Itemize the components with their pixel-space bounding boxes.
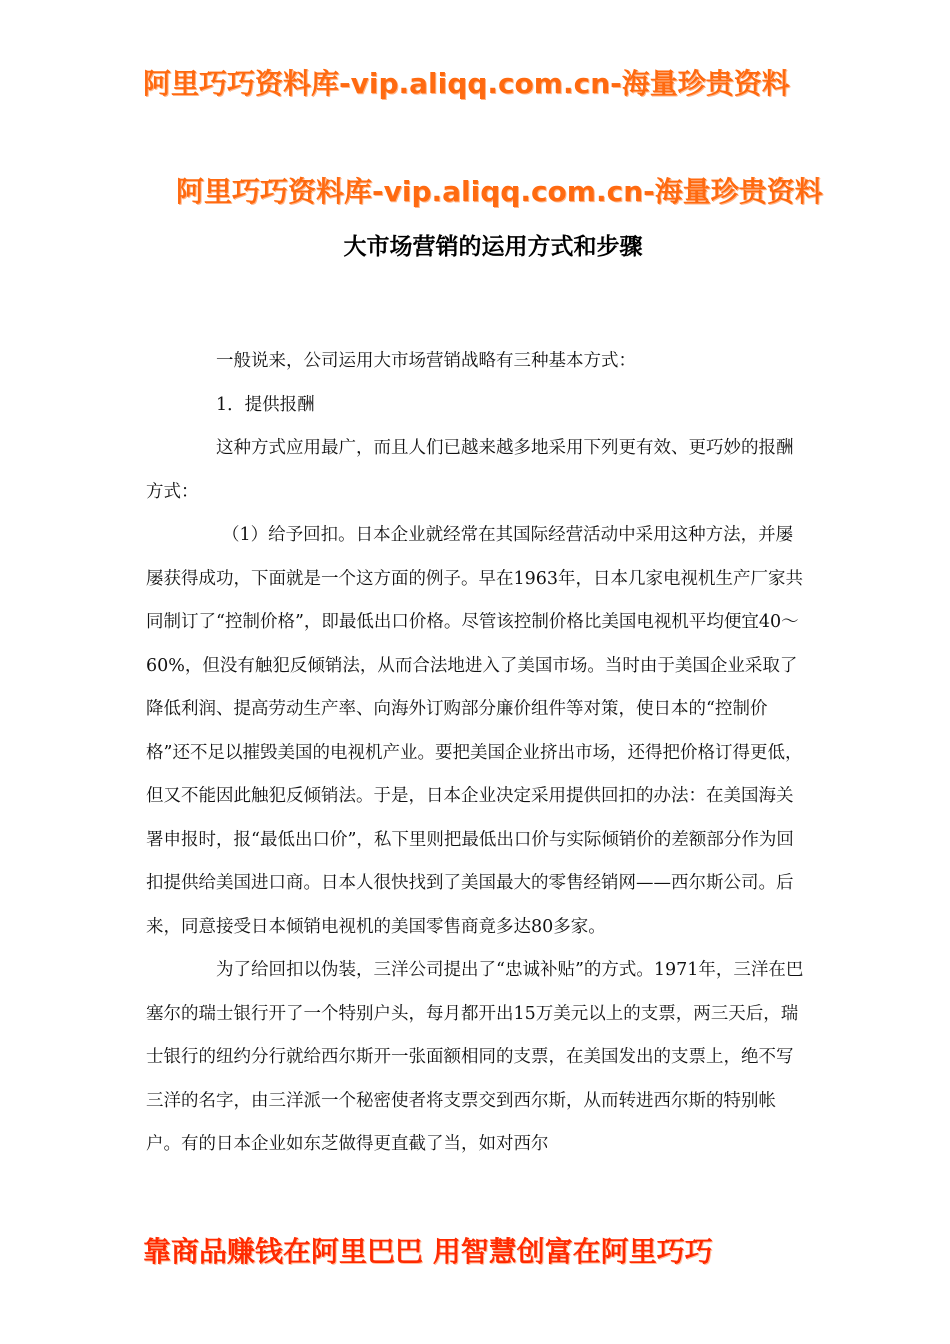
document-title: 大市场营销的运用方式和步骤 xyxy=(343,234,643,260)
watermark-banner-second: 阿里巧巧资料库-vip.aliqq.com.cn-海量珍贵资料 xyxy=(176,175,823,208)
paragraph-loyalty-subsidy: 为了给回扣以伪装，三洋公司提出了“忠诚补贴”的方式。1971年，三洋在巴塞尔的瑞士银行开了一个特别户头，每月都开出15万美元以上的支票，两三天后，瑞士银行的纽约分行就给西尔斯开一张面额相同的支票，在美国发出的支票上，绝不写三洋的名字，由三洋派一个秘密使者将支票交到西尔斯，从而转进西尔斯的特别帐户。有的日本企业如东芝做得更直截了当，如对西尔 xyxy=(146,960,804,1154)
paragraph-heading-reward: 1．提供报酬 xyxy=(216,394,315,415)
paragraph-intro: 一般说来，公司运用大市场营销战略有三种基本方式： xyxy=(216,351,636,371)
watermark-banner-top: 阿里巧巧资料库-vip.aliqq.com.cn-海量珍贵资料 xyxy=(143,67,790,100)
paragraph-rebate: （1）给予回扣。日本企业就经常在其国际经营活动中采用这种方法，并屡屡获得成功，下面就是一个这方面的例子。早在1963年，日本几家电视机生产厂家共同制订了“控制价格”，即最低出口价格。尽管该控制价格比美国电视机平均便宜40～60%，但没有触犯反倾销法，从而合法地进入了美国市场。当时由于美国企业采取了降低利润、提高劳动生产率、向海外订购部分廉价组件等对策，使日本的“控制价格”还不足以摧毁美国的电视机产业。要把美国企业挤出市场，还得把价格订得更低，但又不能因此触犯反倾销法。于是，日本企业决定采用提供回扣的办法：在美国海关署申报时，报“最低出口价”，私下里则把最低出口价与实际倾销价的差额部分作为回扣提供给美国进口商。日本人很快找到了美国最大的零售经销网——西尔斯公司。后来，同意接受日本倾销电视机的美国零售商竟多达80多家。 xyxy=(146,525,804,937)
paragraph-reward-methods: 这种方式应用最广，而且人们已越来越多地采用下列更有效、更巧妙的报酬方式： xyxy=(146,438,794,502)
watermark-banner-bottom: 靠商品赚钱在阿里巴巴 用智慧创富在阿里巧巧 xyxy=(143,1235,713,1268)
document-body xyxy=(146,340,806,1167)
